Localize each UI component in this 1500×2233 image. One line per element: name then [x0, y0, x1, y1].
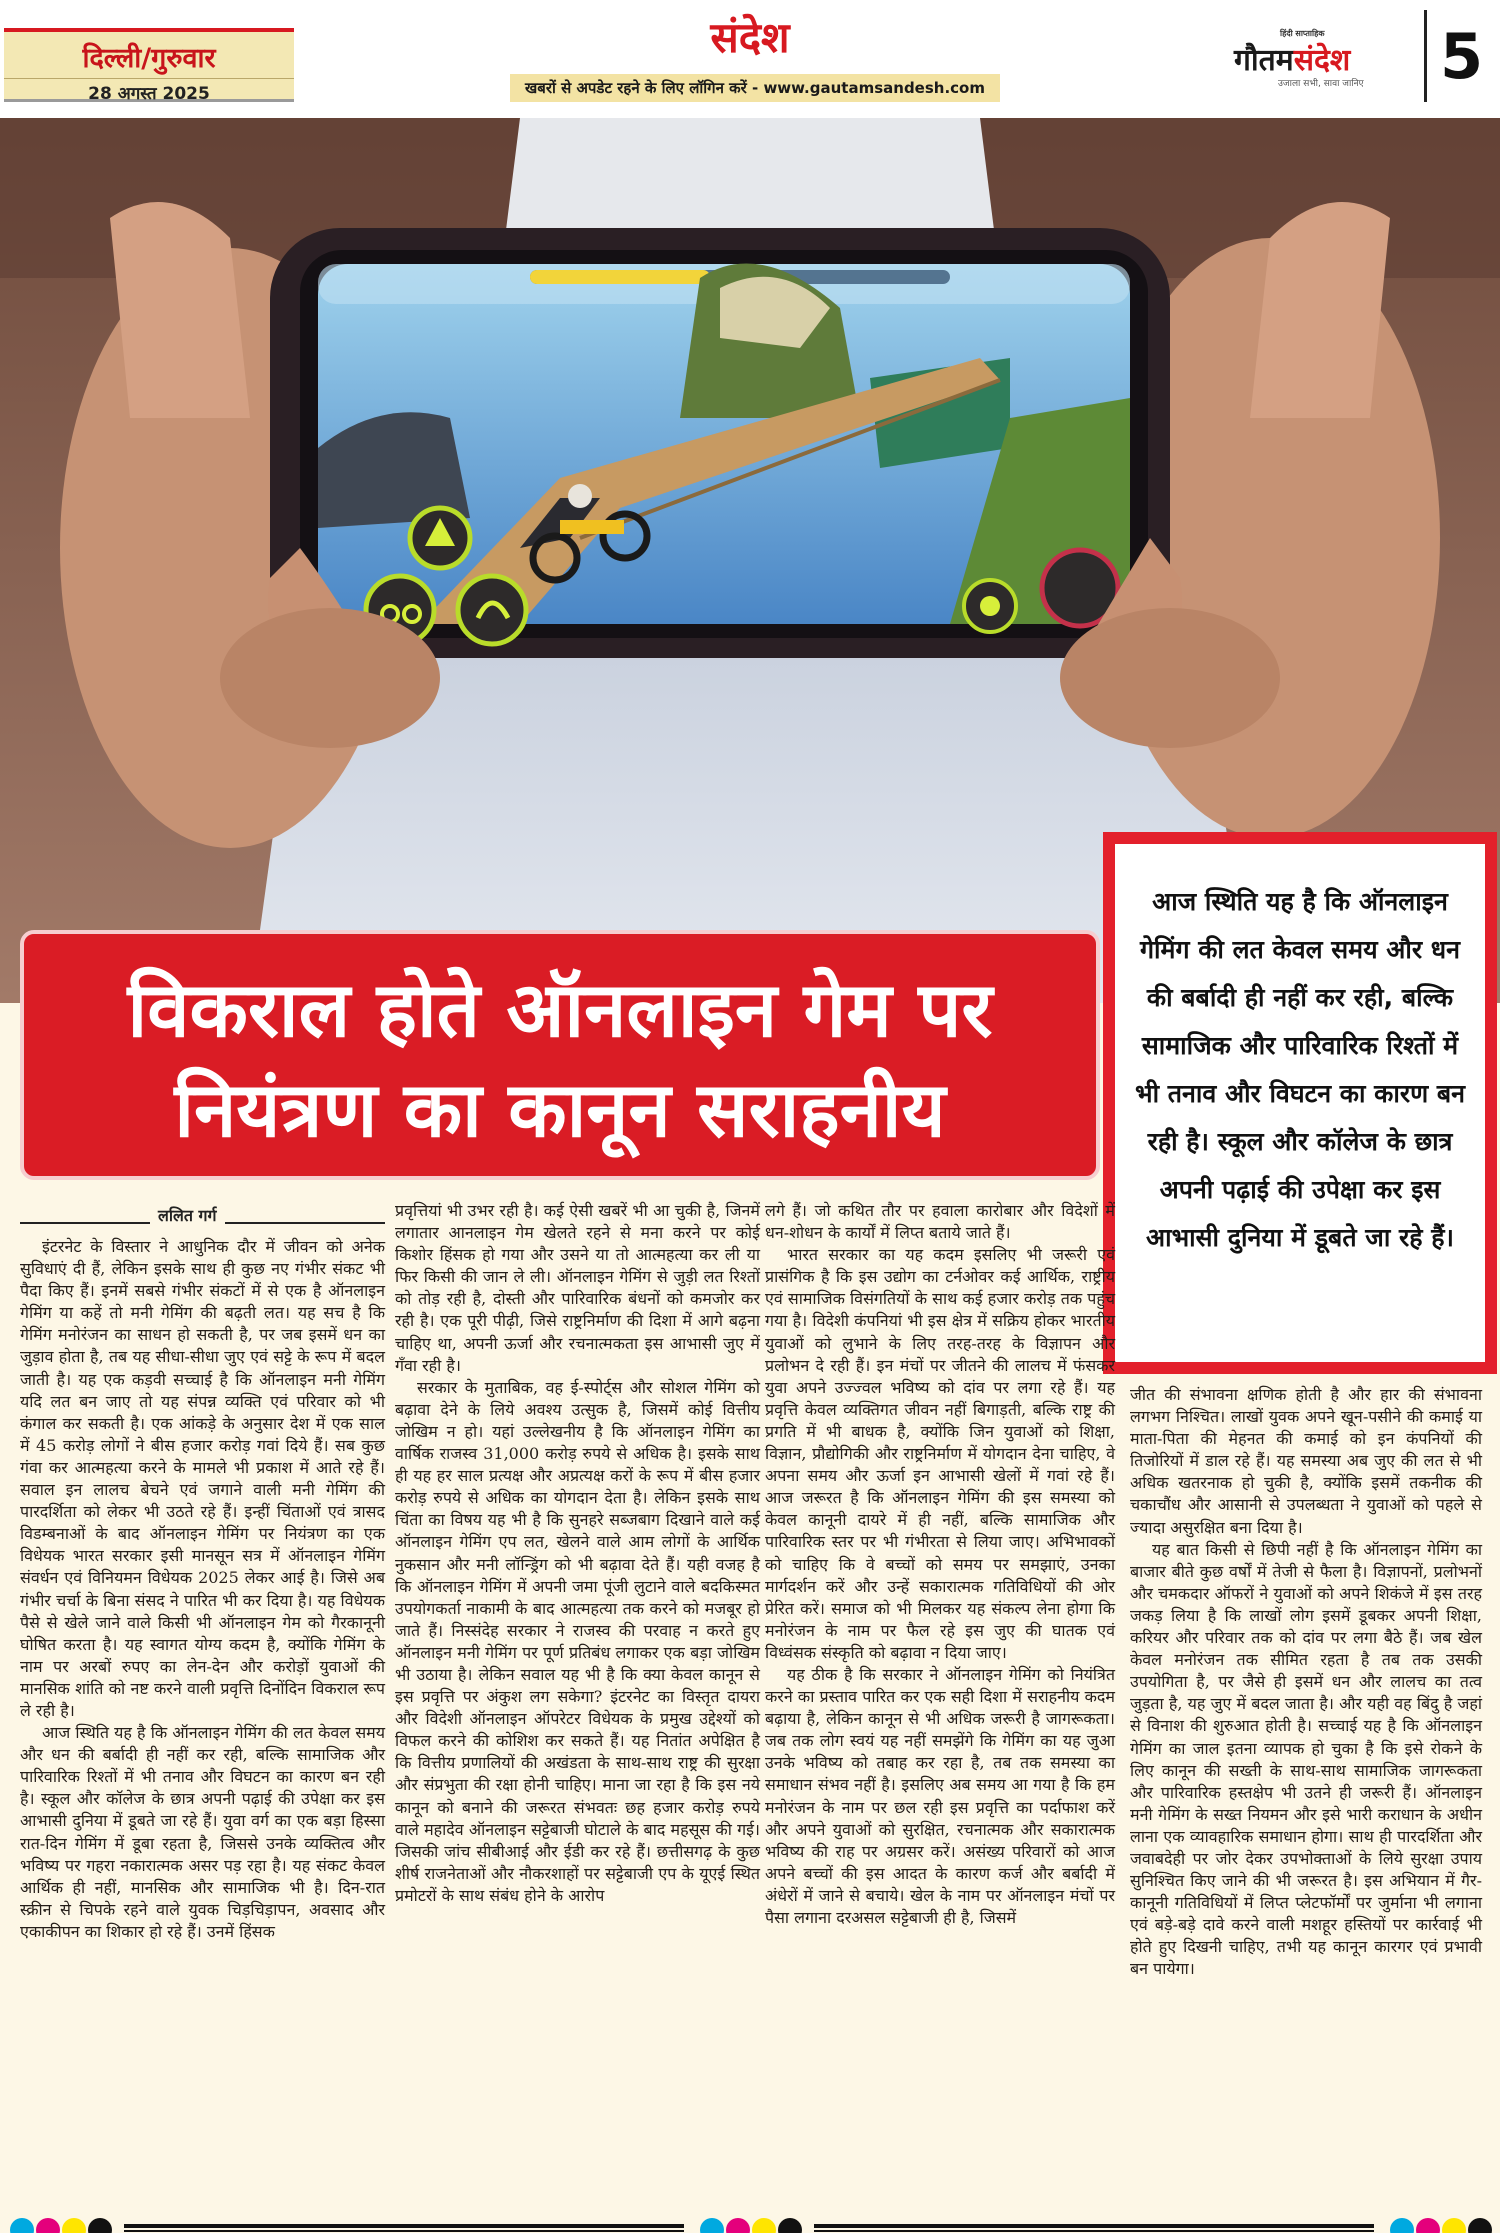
registration-dot-black	[1468, 2218, 1492, 2233]
masthead-logo	[1234, 28, 1406, 88]
logo-part2: संदेश	[1293, 43, 1351, 78]
logo-kicker: हिंदी साप्ताहिक	[1280, 29, 1325, 38]
game-bike-icon	[458, 576, 526, 644]
page-header	[0, 0, 1500, 118]
footer-rule	[124, 2224, 684, 2228]
logo-tagline: उजाला सभी, सावा जानिए	[1278, 79, 1364, 89]
paragraph: जीत की संभावना क्षणिक होती है और हार की संभावना लगभग निश्चित। लाखों युवक अपने खून-पसीने की कमाई या माता-पिता की मेहनत की कमाई को इन कंपनियों की तिजोरियों में डाल रहे हैं। यह समस्या अब जुए की लत से भी अधिक खतरनाक हो चुकी है, क्योंकि इसमें तकनीक की चकाचौंध और आसानी से उपलब्धता ने युवाओं को पहले से ज्यादा असुरक्षित बना दिया है।	[1130, 1385, 1482, 1537]
website-strip: खबरों से अपडेट रहने के लिए लॉगिन करें - www.gautamsandesh.com	[510, 74, 1000, 102]
registration-dot-black	[88, 2218, 112, 2233]
registration-dot-cyan	[1390, 2218, 1414, 2233]
header-divider	[1424, 10, 1427, 102]
headline-banner	[20, 930, 1100, 1180]
paragraph: प्रवृत्तियां भी उभर रही है। कई ऐसी खबरें भी आ चुकी है, जिनमें लगातार आनलाइन गेम खेलते रहने से मना करने पर कोई किशोर हिंसक हो गया और उसने या तो आत्महत्या कर ली या फिर किसी की जान ले ली। ऑनलाइन गेमिंग से जुड़ी लत रिश्तों को तोड़ रही है, दोस्ती और पारिवारिक बंधनों को कमजोर कर रही है। एक पूरी पीढ़ी, जिसे राष्ट्रनिर्माण की दिशा में आगे बढ़ना चाहिए था, अपनी ऊर्जा और रचनात्मकता इस आभासी जुए में गँवा रही है।	[395, 1201, 760, 1375]
city-day: दिल्ली/गुरुवार	[82, 43, 216, 74]
registration-dot-cyan	[700, 2218, 724, 2233]
registration-dot-yellow	[1442, 2218, 1466, 2233]
pull-quote-text: आज स्थिति यह है कि ऑनलाइन गेमिंग की लत केवल समय और धन की बर्बादी ही नहीं कर रही, बल्कि सामाजिक और पारिवारिक रिश्तों में भी तनाव और विघटन का कारण बन रही है। स्कूल और कॉलेज के छात्र अपनी पढ़ाई की उपेक्षा कर इस आभासी दुनिया में डूबते जा रहे हैं।	[1135, 887, 1465, 1252]
registration-dot-yellow	[752, 2218, 776, 2233]
paragraph: सरकार के मुताबिक, वह ई-स्पोर्ट्स और सोशल गेमिंग को बढ़ावा देने के लिये अवश्य उत्सुक है, जिसमें कोई वित्तीय जोखिम न हो। यहां उल्लेखनीय है कि ऑनलाइन गेमिंग का वार्षिक राजस्व 31,000 करोड़ रुपये से अधिक है। इसके साथ ही यह हर साल प्रत्यक्ष और अप्रत्यक्ष करों के रूप में बीस हजार करोड़ रुपये से अधिक का योगदान देता है। लेकिन इसके साथ चिंता का विषय यह भी है कि सुनहरे सब्जबाग दिखाने वाले कई ऑनलाइन गेमिंग एप लत, खेलने वाले आम लोगों के आर्थिक नुकसान और मनी लॉन्ड्रिंग को भी बढ़ावा देते हैं। यही वजह है कि ऑनलाइन गेमिंग में अपनी जमा पूंजी लुटाने वाले बदकिस्मत उपयोगकर्ता नाकामी के बाद आत्महत्या तक करने को मजबूर हो जाते हैं। निस्संदेह सरकार ने राजस्व की परवाह न करते हुए ऑनलाइन मनी गेमिंग पर पूर्ण प्रतिबंध लगाकर एक बड़ा जोखिम भी उठाया है। लेकिन सवाल यह भी है कि क्या केवल कानून से इस प्रवृत्ति पर अंकुश लग सकेगा? इंटरनेट का विस्तृत दायरा और विदेशी ऑनलाइन ऑपरेटर विधेयक के प्रमुख उद्देश्यों को विफल करने की कोशिश कर सकते हैं। यह नितांत अपेक्षित है कि वित्तीय प्रणालियों की अखंडता के साथ-साथ राष्ट्र की सुरक्षा और संप्रभुता की रक्षा होनी चाहिए। माना जा रहा है कि इस नये कानून को बनाने की जरूरत संभवतः छह हजार करोड़ रुपये वाले महादेव ऑनलाइन सट्टेबाजी घोटाले के बाद महसूस की गई। जिसकी जांच सीबीआई और ईडी कर रहे हैं। छत्तीसगढ़ के कुछ शीर्ष राजनेताओं और नौकरशाहों पर सट्टेबाजी एप के यूएई स्थित प्रमोटरों के साथ संबंध होने के आरोप	[395, 1377, 760, 1905]
article-body	[0, 1201, 1500, 2164]
registration-dot-magenta	[726, 2218, 750, 2233]
article-column-1	[20, 1204, 385, 1943]
paragraph: यह ठीक है कि सरकार ने ऑनलाइन गेमिंग को नियंत्रित करने का प्रस्ताव पारित कर एक सही दिशा में सराहनीय कदम बढ़ाया है, लेकिन कानून से भी अधिक जरूरी है जागरूकता। जब तक लोग स्वयं यह नहीं समझेंगे कि गेमिंग का यह जुआ उनके भविष्य को तबाह कर रहा है, तब तक समस्या का समाधान संभव नहीं है। इसलिए अब समय आ गया है कि हम मनोरंजन के नाम पर छल रही इस प्रवृत्ति का पर्दाफाश करें और अपने युवाओं को सुरक्षित, रचनात्मक और सकारात्मक भविष्य की राह पर अग्रसर करें। असंख्य परिवारों को आज अपने बच्चों की इस आदत के कारण कर्ज और बर्बादी में अंधेरों में जाने से बचाये। खेल के नाम पर ऑनलाइन मंचों पर पैसा लगाना दरअसल सट्टेबाजी ही है, जिसमें	[765, 1664, 1115, 1927]
date-box	[4, 28, 294, 102]
issue-date: 28 अगस्त 2025	[4, 78, 294, 104]
byline-row	[20, 1204, 385, 1234]
logo-part1: गौतम	[1234, 43, 1294, 78]
footer-rule	[814, 2224, 1374, 2228]
game-target-icon	[964, 580, 1016, 632]
article-column-4	[1130, 1384, 1482, 1981]
page-footer	[0, 2200, 1500, 2233]
article-column-3	[765, 1200, 1115, 1929]
author-byline: ललित गर्ग	[150, 1204, 225, 1226]
registration-dot-magenta	[1416, 2218, 1440, 2233]
logo-name	[1234, 38, 1350, 79]
section-title: संदेश	[710, 13, 790, 62]
footer-rule-thin	[124, 2230, 684, 2232]
paragraph: इंटरनेट के विस्तार ने आधुनिक दौर में जीवन को अनेक सुविधाएं दी हैं, लेकिन इसके साथ ही कुछ नए गंभीर संकट भी पैदा किए हैं। इनमें सबसे गंभीर संकटों में से एक है ऑनलाइन गेमिंग या कहें तो मनी गेमिंग की बढ़ती लत। यह सच है कि गेमिंग मनोरंजन का साधन हो सकती है, पर जब इसमें धन का जुड़ाव होता है, तब यह सीधा-सीधा जुए एवं सट्टे के रूप में बदल जाती है। यह एक कड़वी सच्चाई है कि ऑनलाइन मनी गेमिंग यदि लत बन जाए तो यह संपन्न व्यक्ति एवं परिवार को भी कंगाल कर सकती है। एक आंकड़े के अनुसार देश में एक साल में 45 करोड़ लोगों ने बीस हजार करोड़ गवां दिये हैं। सब कुछ गंवा कर आत्महत्या करने के मामले भी प्रकाश में आते रहे हैं। सवाल इन लालच बेचने एवं जगाने वाली मनी गेमिंग की पारदर्शिता को लेकर भी उठते रहे हैं। इन्हीं चिंताओं एवं त्रासद विडम्बनाओं के बाद ऑनलाइन गेमिंग पर नियंत्रण का एक विधेयक भारत सरकार इसी मानसून सत्र में ऑनलाइन गेमिंग संवर्धन एवं विनियमन विधेयक 2025 लेकर आई है। जिसे अब गंभीर चर्चा के बिना संसद ने पारित भी कर दिया है। यह विधेयक पैसे से खेले जाने वाले किसी भी ऑनलाइन गेम को गैरकानूनी घोषित करता है। यह स्वागत योग्य कदम है, क्योंकि गेमिंग के नाम पर अरबों रुपए का लेन-देन और करोड़ों युवाओं की मानसिक शांति को नष्ट करने वाली प्रवृत्ति दिनोंदिन विकराल रूप ले रही है।	[20, 1237, 385, 1720]
paragraph: यह बात किसी से छिपी नहीं है कि ऑनलाइन गेमिंग का बाजार बीते कुछ वर्षों में तेजी से फैला है। विज्ञापनों, प्रलोभनों और चमकदार ऑफरों ने युवाओं को अपने शिकंजे में इस तरह जकड़ लिया है कि लाखों लोग इसमें डूबकर अपनी शिक्षा, करियर और परिवार तक को दांव पर लगा बैठे हैं। जब खेल केवल मनोरंजन तक सीमित रहता है तब तक उसकी उपयोगिता है, पर जैसे ही इसमें धन और लालच का तत्व जुड़ता है, यह जुए में बदल जाता है। और यही वह बिंदु है जहां से विनाश की शुरुआत होती है। सच्चाई यह है कि ऑनलाइन गेमिंग का जाल इतना व्यापक हो चुका है कि इसे रोकने के लिए कानून की सख्ती के साथ-साथ सामाजिक जागरूकता और पारिवारिक हस्तक्षेप भी उतने ही जरूरी हैं। ऑनलाइन मनी गेमिंग के सख्त नियमन और इसे भारी कराधान के अधीन लाना एक व्यावहारिक समाधान होगा। साथ ही पारदर्शिता और जवाबदेही पर जोर देकर उपभोक्ताओं के लिये सुरक्षा उपाय सुनिश्चित किए जाने की भी जरूरत है। इस अभियान में गैर-कानूनी गतिविधियों में लिप्त प्लेटफॉर्मों पर जुर्माना भी लगाना एवं बड़े-बड़े दावे करने वाली मशहूर हस्तियों पर कार्रवाई भी होते हुए दिखनी चाहिए, तभी यह कानून कारगर एवं प्रभावी बन पायेगा।	[1130, 1539, 1482, 1979]
paragraph: लगे हैं। जो कथित तौर पर हवाला कारोबार और विदेशों में धन-शोधन के कार्यों में लिप्त बताये जाते हैं।	[765, 1201, 1115, 1243]
paragraph: भारत सरकार का यह कदम इसलिए भी जरूरी एवं प्रासंगिक है कि इस उद्योग का टर्नओवर कई आर्थिक, राष्ट्रीय एवं सामाजिक विसंगतियों के साथ कई हजार करोड़ तक पहुंच गया है। विदेशी कंपनियां भी इस क्षेत्र में सक्रिय होकर भारतीय युवाओं को लुभाने के लिए तरह-तरह के विज्ञापन और प्रलोभन दे रही हैं। इन मंचों पर जीतने की लालच में फंसकर युवा अपने उज्ज्वल भविष्य को दांव पर लगा रहे हैं। यह प्रवृत्ति केवल व्यक्तिगत जीवन नहीं बिगाड़ती, बल्कि राष्ट्र की प्रगति में भी बाधक है, क्योंकि जिन युवाओं को शिक्षा, विज्ञान, प्रौद्योगिकी और राष्ट्रनिर्माण में योगदान देना चाहिए, वे अपना समय और ऊर्जा इन आभासी खेलों में गवां रहे हैं। आज जरूरत है कि ऑनलाइन गेमिंग की इस समस्या को केवल कानूनी दायरे में ही नहीं, बल्कि सामाजिक और पारिवारिक स्तर पर भी गंभीरता से लिया जाए। अभिभावकों को चाहिए कि वे बच्चों को समय पर समझाएं, उनका मार्गदर्शन करें और उन्हें सकारात्मक गतिविधियों की ओर प्रेरित करें। समाज को भी मिलकर यह संकल्प लेना होगा कि मनोरंजन के नाम पर फैल रहे इस जुए की घातक एवं विध्वंसक संस्कृति को बढ़ावा न दिया जाए।	[765, 1245, 1115, 1662]
footer-rule-thin	[814, 2230, 1374, 2232]
paragraph: आज स्थिति यह है कि ऑनलाइन गेमिंग की लत केवल समय और धन की बर्बादी ही नहीं कर रही, बल्कि सामाजिक और पारिवारिक रिश्तों में भी तनाव और विघटन का कारण बन रही है। स्कूल और कॉलेज के छात्र अपनी पढ़ाई की उपेक्षा कर इस आभासी दुनिया में डूबते जा रहे हैं। युवा वर्ग का एक बड़ा हिस्सा रात-दिन गेमिंग में डूबा रहता है, जिससे उनके व्यक्तित्व और भविष्य पर गहरा नकारात्मक असर पड़ रहा है। यह संकट केवल आर्थिक ही नहीं, मानसिक और सामाजिक भी है। दिन-रात स्क्रीन से चिपके रहने वाले युवक चिड़चिड़ापन, अवसाद और एकाकीपन का शिकार हो रहे हैं। उनमें हिंसक	[20, 1723, 385, 1941]
article-column-2	[395, 1200, 760, 1907]
registration-dot-magenta	[36, 2218, 60, 2233]
headline-line-2: नियंत्रण का कानून सराहनीय	[174, 1065, 946, 1154]
registration-dot-black	[778, 2218, 802, 2233]
game-tree-icon	[410, 508, 470, 568]
registration-dot-yellow	[62, 2218, 86, 2233]
registration-dot-cyan	[10, 2218, 34, 2233]
page-number: 5	[1440, 20, 1484, 93]
headline-line-1: विकराल होते ऑनलाइन गेम पर	[127, 965, 993, 1054]
